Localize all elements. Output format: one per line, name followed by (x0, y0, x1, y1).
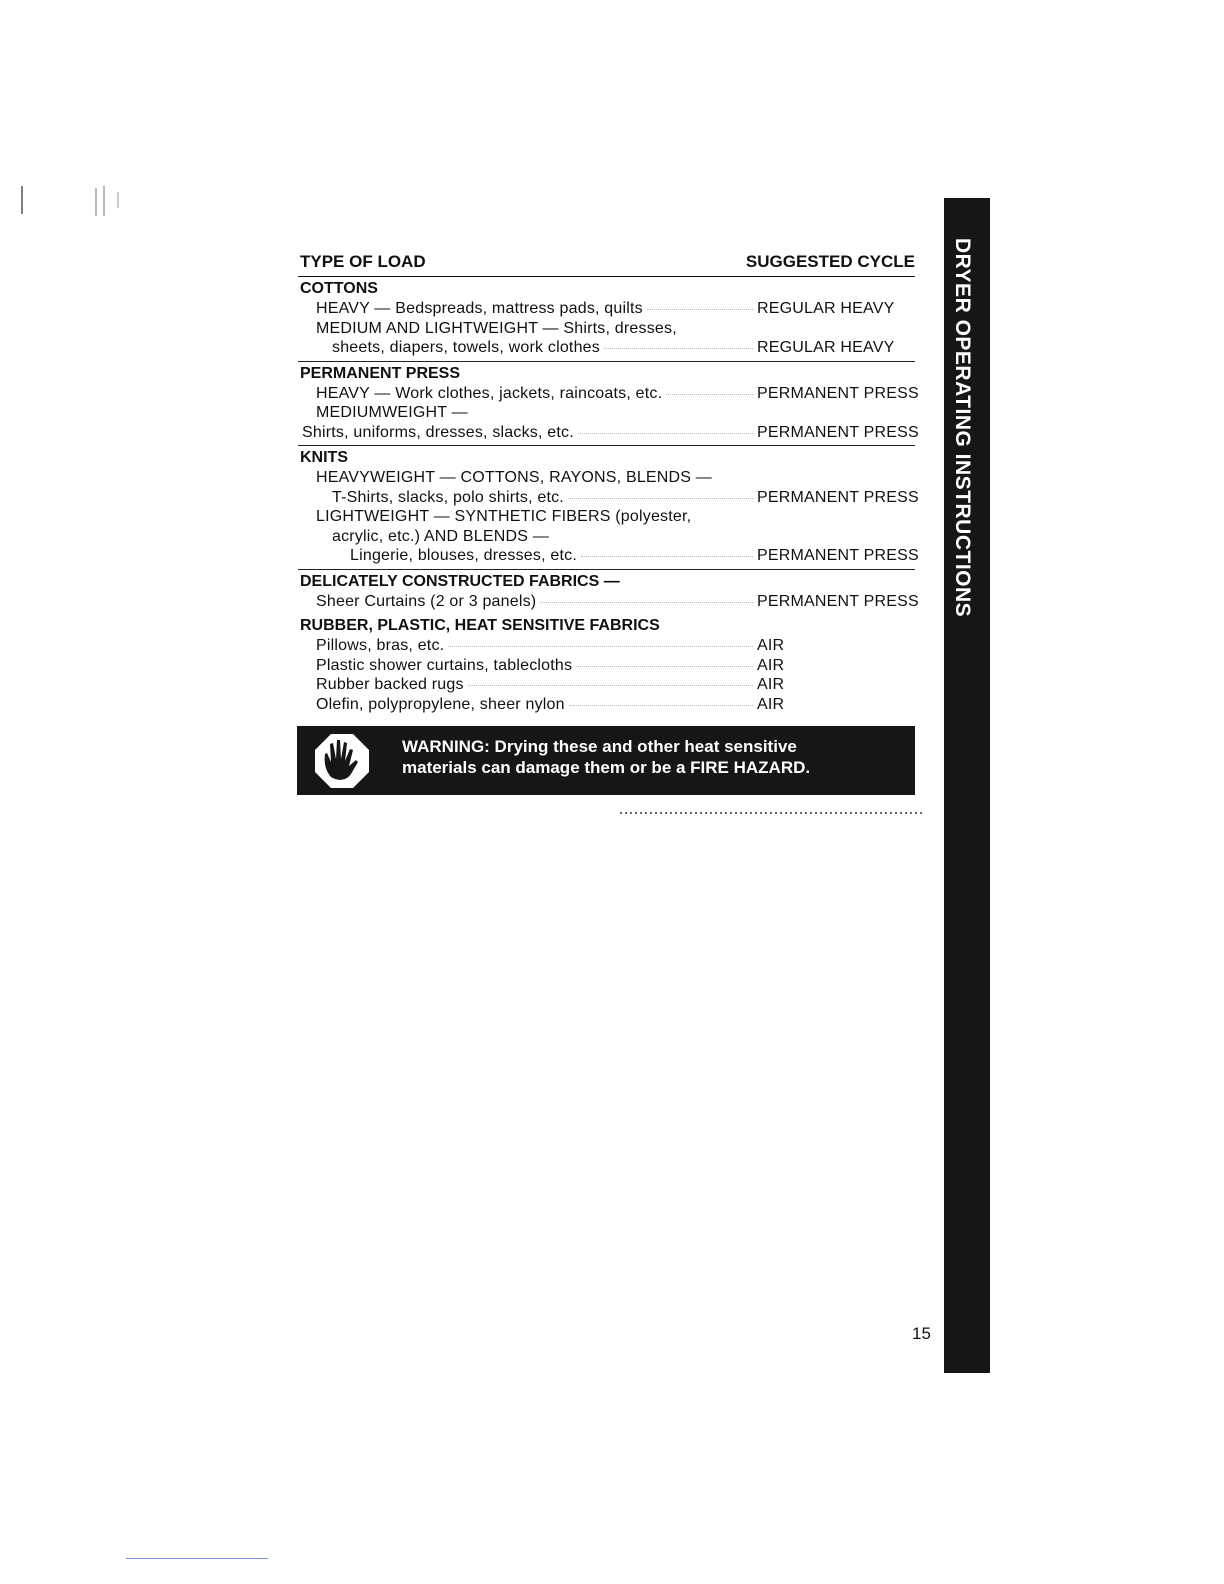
table-row (298, 338, 915, 358)
section-title: COTTONS (300, 280, 378, 297)
scan-speckle (420, 808, 925, 818)
load-description: Plastic shower curtains, tablecloths (316, 656, 573, 674)
table-section (298, 277, 915, 362)
table-row (298, 319, 915, 339)
load-description: HEAVY — Work clothes, jackets, raincoats, etc. (316, 384, 663, 402)
load-description: Pillows, bras, etc. (316, 637, 445, 654)
scan-artifact-marks (20, 186, 130, 216)
section-title: KNITS (300, 449, 348, 466)
dot-leader (468, 685, 753, 686)
dot-leader (448, 646, 753, 647)
load-description: HEAVYWEIGHT — COTTONS, RAYONS, BLENDS — (316, 469, 713, 486)
warning-text (402, 736, 810, 778)
table-row (298, 423, 919, 443)
load-description: Olefin, polypropylene, sheer nylon (316, 695, 565, 713)
warning-box (297, 726, 915, 795)
sidebar-title: DRYER OPERATING INSTRUCTIONS (951, 238, 974, 618)
dot-leader (576, 666, 753, 667)
dot-leader (578, 433, 753, 434)
load-description: MEDIUM AND LIGHTWEIGHT — Shirts, dresses, (316, 319, 677, 337)
section-title: PERMANENT PRESS (300, 364, 461, 382)
load-description: LIGHTWEIGHT — SYNTHETIC FIBERS (polyester, (316, 508, 692, 525)
load-description: Rubber backed rugs (316, 676, 464, 693)
suggested-cycle: PERMANENT PRESS (757, 488, 919, 506)
table-section (298, 614, 915, 717)
suggested-cycle: REGULAR HEAVY (757, 339, 895, 356)
scan-edge-line (126, 1558, 268, 1559)
suggested-cycle: PERMANENT PRESS (757, 423, 919, 441)
table-row (298, 403, 915, 423)
load-description: Shirts, uniforms, dresses, slacks, etc. (302, 423, 574, 441)
suggested-cycle: AIR (757, 695, 785, 713)
table-row (298, 299, 915, 319)
table-row (298, 384, 919, 404)
table-row (298, 636, 915, 656)
table-row (298, 468, 915, 488)
warning-line-2: materials can damage them or be a FIRE HAZARD. (402, 758, 811, 777)
table-header (298, 250, 915, 277)
suggested-cycle: AIR (757, 637, 785, 654)
table-section (298, 362, 919, 447)
suggested-cycle: REGULAR HEAVY (757, 300, 895, 317)
suggested-cycle-header: SUGGESTED CYCLE (745, 252, 915, 271)
dot-leader (569, 705, 753, 706)
type-of-load-header: TYPE OF LOAD (300, 252, 426, 271)
dot-leader (568, 498, 753, 499)
dot-leader (647, 309, 753, 310)
stop-hand-icon (313, 732, 371, 790)
load-description: HEAVY — Bedspreads, mattress pads, quilts (316, 300, 643, 317)
table-row (298, 507, 915, 527)
suggested-cycle: PERMANENT PRESS (757, 592, 919, 610)
load-description: MEDIUMWEIGHT — (316, 404, 468, 421)
suggested-cycle: AIR (757, 676, 785, 693)
load-description: Lingerie, blouses, dresses, etc. (350, 547, 577, 564)
load-cycle-table (298, 250, 919, 717)
load-description: Sheer Curtains (2 or 3 panels) (316, 592, 537, 610)
table-row (298, 592, 919, 612)
table-row (298, 488, 919, 508)
suggested-cycle: PERMANENT PRESS (757, 384, 919, 402)
table-row (298, 675, 915, 695)
section-title: DELICATELY CONSTRUCTED FABRICS — (300, 572, 620, 590)
table-row (298, 656, 915, 676)
suggested-cycle: PERMANENT PRESS (757, 547, 919, 564)
table-row (298, 695, 915, 715)
dot-leader (540, 602, 753, 603)
dot-leader (604, 348, 753, 349)
table-row (298, 527, 915, 547)
table-row (298, 546, 919, 566)
load-description: T-Shirts, slacks, polo shirts, etc. (332, 488, 564, 506)
table-sections (298, 277, 919, 717)
warning-line-1: WARNING: Drying these and other heat sensitive (402, 737, 797, 756)
suggested-cycle: AIR (757, 656, 785, 674)
dot-leader (666, 394, 753, 395)
table-section (298, 446, 919, 570)
table-section (298, 570, 919, 615)
load-description: sheets, diapers, towels, work clothes (332, 339, 600, 356)
section-title: RUBBER, PLASTIC, HEAT SENSITIVE FABRICS (300, 617, 660, 634)
page-number: 15 (912, 1324, 931, 1343)
load-description: acrylic, etc.) AND BLENDS — (332, 527, 550, 545)
dot-leader (581, 556, 753, 557)
